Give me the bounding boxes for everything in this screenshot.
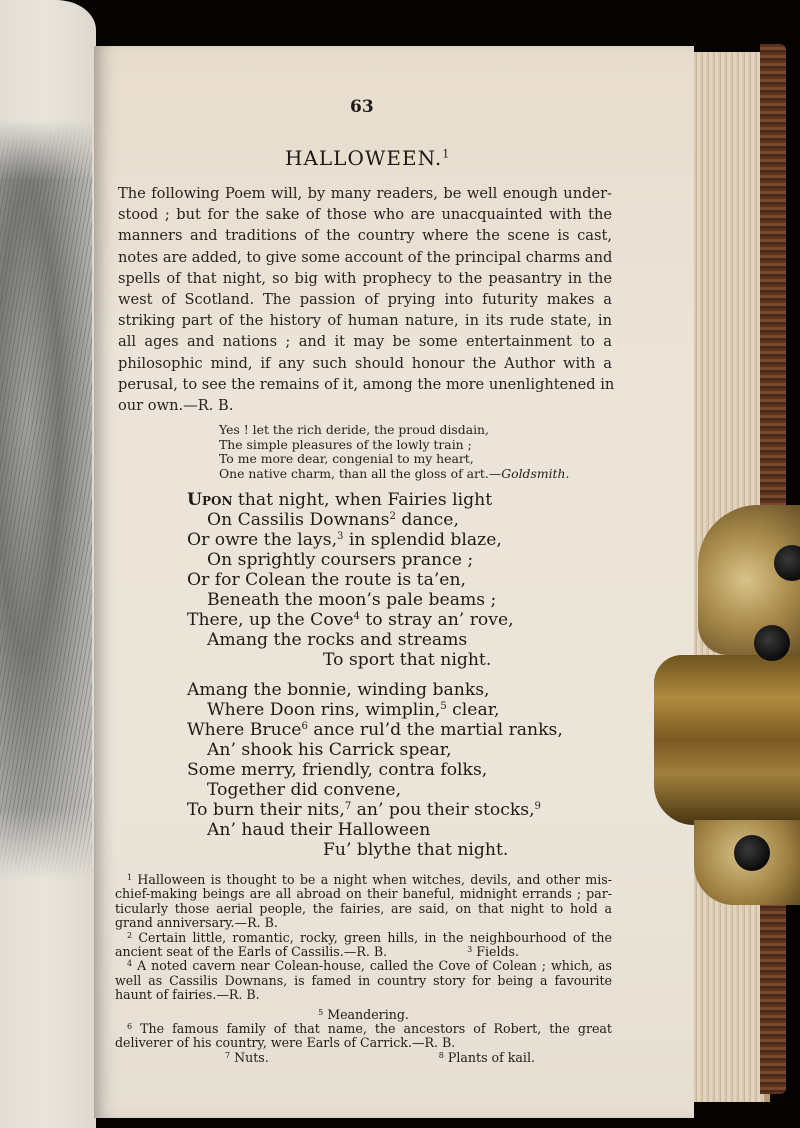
epigraph-attribution: Goldsmith. <box>501 465 570 481</box>
poem-title <box>285 146 450 170</box>
footnote-3: Fields. <box>476 944 520 960</box>
footnote-ref: 5 <box>440 701 447 712</box>
footnote-3-mark: 3 <box>467 945 473 955</box>
footnote-ref: 2 <box>389 511 396 522</box>
verse-line: An’ shook his Carrick spear, <box>207 740 452 760</box>
footnote-7: $^7$ Nuts. <box>225 1049 269 1065</box>
engraving-illustration <box>0 120 92 880</box>
intro-line: The following Poem will, by many readers, be well enough under- <box>118 185 612 202</box>
brass-clasp <box>654 505 800 905</box>
verse-line: Amang the bonnie, winding banks, <box>187 680 490 700</box>
footnote-2: $^2$ Certain little, romantic, rocky, green hills, in the neighbourhood of the ancient seat of the Earls of Cassilis.—R. B. $^3$ Fields. <box>115 929 612 960</box>
intro-line: west of Scotland. The passion of prying into futurity makes a <box>118 291 612 309</box>
verse-line: Upon that night, when Fairies light <box>187 490 493 510</box>
intro-line: perusal, to see the remains of it, among the more unenlightened in <box>118 375 615 393</box>
verse-line: To sport that night. <box>323 650 492 670</box>
footnote-6: $^6$ The famous family of that name, the ancestors of Robert, the great deliverer of his country, were Earls of Carrick.—R. B. <box>115 1021 612 1051</box>
intro-line: our own.—R. B. <box>118 397 234 415</box>
clasp-hinge <box>654 655 800 825</box>
footnote-row-7-8 <box>115 1051 612 1065</box>
footnote-ref: 7 <box>344 801 352 812</box>
drop-word: Upon <box>187 490 233 510</box>
verse-line: Amang the rocks and streams <box>207 630 468 650</box>
verse-line: On sprightly coursers prance ; <box>207 550 474 570</box>
footnote-5: $^5$ Meandering. <box>318 1006 409 1022</box>
footnote-ref: 4 <box>353 611 360 622</box>
footnote-ref: 9 <box>534 801 541 812</box>
verse-line: Where Bruce$^6$ ance rul’d the martial ranks, <box>187 720 563 740</box>
verse-line: Together did convene, <box>207 780 402 800</box>
left-page <box>0 0 96 1128</box>
introductory-note <box>118 183 615 416</box>
page-number: 63 <box>350 97 374 117</box>
verse-line: There, up the Cove$^4$ to stray an’ rove, <box>187 610 514 630</box>
verse-line: Or for Colean the route is ta’en, <box>187 570 466 590</box>
verse-line: Fu’ blythe that night. <box>323 840 509 860</box>
intro-line: all ages and nations ; and it may be some entertainment to a <box>118 333 612 351</box>
footnote-1: $^1$ Halloween is thought to be a night when witches, devils, and other mis- chief-making beings are all abroad on their baneful, midnight errands ; par- ticularly those aerial people, the fairies, are said, on that night to hold a grand anniversary.—R. B. <box>115 872 612 931</box>
footnotes <box>115 873 612 1065</box>
verse-line: Where Doon rins, wimplin,$^5$ clear, <box>207 700 500 720</box>
epigraph-line: One native charm, than all the gloss of art.—Goldsmith. <box>219 465 570 481</box>
verse-line: On Cassilis Downans$^2$ dance, <box>207 510 459 530</box>
verse-line: Or owre the lays,$^3$ in splendid blaze, <box>187 530 502 550</box>
rivet-icon <box>754 625 790 661</box>
verse-line: Beneath the moon’s pale beams ; <box>207 590 497 610</box>
stanza-2 <box>187 680 563 860</box>
rivet-icon <box>734 835 770 871</box>
footnote-ref: 1 <box>442 147 451 161</box>
footnote-ref: 3 <box>337 531 344 542</box>
footnote-4: $^4$ A noted cavern near Colean-house, called the Cove of Colean ; which, as well as Cassilis Downans, is famed in country story for being a favourite haunt of fairies.—R. B. <box>115 958 612 1003</box>
epigraph <box>219 423 569 481</box>
intro-line: philosophic mind, if any such should honour the Author with a <box>118 354 612 372</box>
verse-line: Some merry, friendly, contra folks, <box>187 760 488 780</box>
intro-line: spells of that night, so big with prophecy to the peasantry in the <box>118 269 612 287</box>
verse-line: To burn their nits,$^7$ an’ pou their stocks,$^9$ <box>187 800 541 820</box>
epigraph-line: To me more dear, congenial to my heart, <box>219 451 474 467</box>
verse-line: An’ haud their Halloween <box>207 820 431 840</box>
epigraph-line: The simple pleasures of the lowly train ; <box>219 436 472 452</box>
stanza-1 <box>187 490 514 670</box>
epigraph-line: Yes ! let the rich deride, the proud disdain, <box>219 422 489 437</box>
intro-line: notes are added, to give some account of the principal charms and <box>118 248 613 266</box>
intro-line: striking part of the history of human nature, in its rude state, in <box>118 312 612 330</box>
title-text: HALLOWEEN. <box>285 146 443 170</box>
intro-line: stood ; but for the sake of those who are unacquainted with the <box>118 206 612 224</box>
intro-line: manners and traditions of the country where the scene is cast, <box>118 227 612 245</box>
footnote-ref: 6 <box>301 721 308 732</box>
footnote-8: $^8$ Plants of kail. <box>438 1049 535 1065</box>
